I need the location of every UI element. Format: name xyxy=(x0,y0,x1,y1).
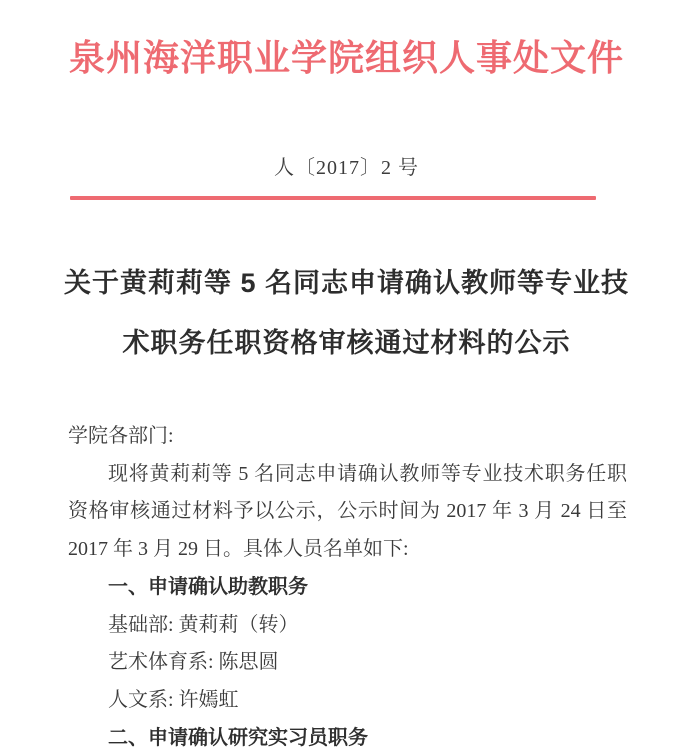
announcement-paragraph: 现将黄莉莉等 5 名同志申请确认教师等专业技术职务任职资格审核通过材料予以公示，公示时间为 2017 年 3 月 24 日至 2017 年 3 月 29 日。具体人员名单如下: xyxy=(68,462,627,561)
document-number: 人〔2017〕2 号 xyxy=(274,157,419,179)
header-divider-line xyxy=(70,196,596,200)
section-1-item: 人文系: 许嫣虹 xyxy=(108,688,239,711)
document-title-line1: 关于黄莉莉等 5 名同志申请确认教师等专业技 xyxy=(63,268,630,298)
section-1-item: 基础部: 黄莉莉（转） xyxy=(108,613,299,636)
document-title-line2: 术职务任职资格审核通过材料的公示 xyxy=(122,328,571,358)
document-title xyxy=(0,253,693,373)
salutation: 学院各部门: xyxy=(68,425,174,447)
section-1-item: 艺术体育系: 陈思圆 xyxy=(108,651,279,674)
section-2-heading: 二、申请确认研究实习员职务 xyxy=(108,726,368,749)
document-body xyxy=(68,418,627,753)
section-1-heading: 一、申请确认助教职务 xyxy=(108,575,308,598)
document-header-title: 泉州海洋职业学院组织人事处文件 xyxy=(68,37,624,78)
